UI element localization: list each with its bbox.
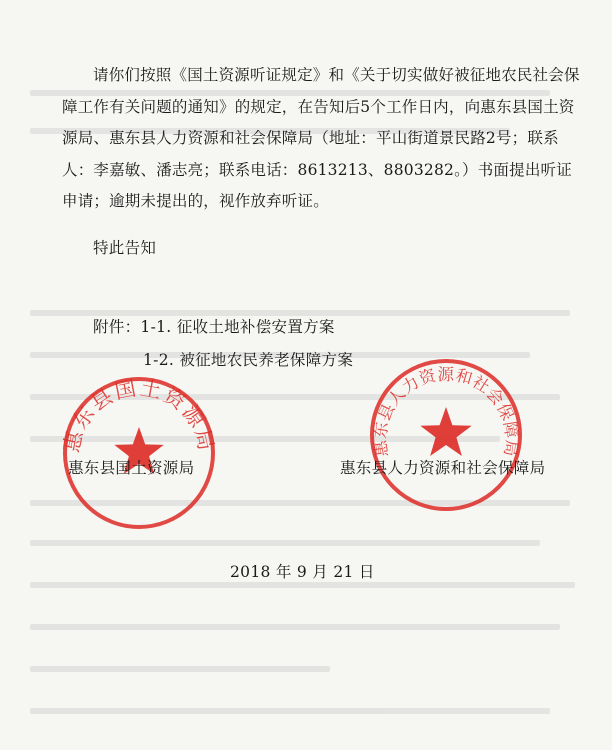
- attachment-item: 1-1. 征收土地补偿安置方案: [140, 318, 335, 336]
- svg-text:惠东县人力资源和社会保障局: 惠东县人力资源和社会保障局: [370, 364, 522, 459]
- closing-text: 特此告知: [93, 239, 157, 257]
- signature-left: 惠东县国土资源局: [68, 459, 195, 477]
- attachment-label: 附件：: [93, 318, 141, 336]
- notice-paragraph-text: 请你们按照《国土资源听证规定》和《关于切实做好被征地农民社会保障工作有关问题的通知》的规定，在告知后5个工作日内，向惠东县国土资源局、惠东县人力资源和社会保障局（地址：平山街道景民路2号；联系人：李嘉敏、潘志亮；联系电话：8613213、8803282。）书面提出听证申请；逾期未提出的，视作放弃听证。: [62, 66, 580, 210]
- issue-date: 2018 年 9 月 21 日: [230, 563, 375, 581]
- svg-text:惠东县国土资源局: 惠东县国土资源局: [59, 375, 219, 455]
- official-seal-right: [366, 355, 526, 515]
- attachment-item: 1-2. 被征地农民养老保障方案: [143, 351, 354, 369]
- official-seal-left: [59, 373, 219, 533]
- signature-right: 惠东县人力资源和社会保障局: [340, 459, 546, 477]
- notice-paragraph: [62, 60, 582, 218]
- attachment-row-1: [93, 315, 335, 337]
